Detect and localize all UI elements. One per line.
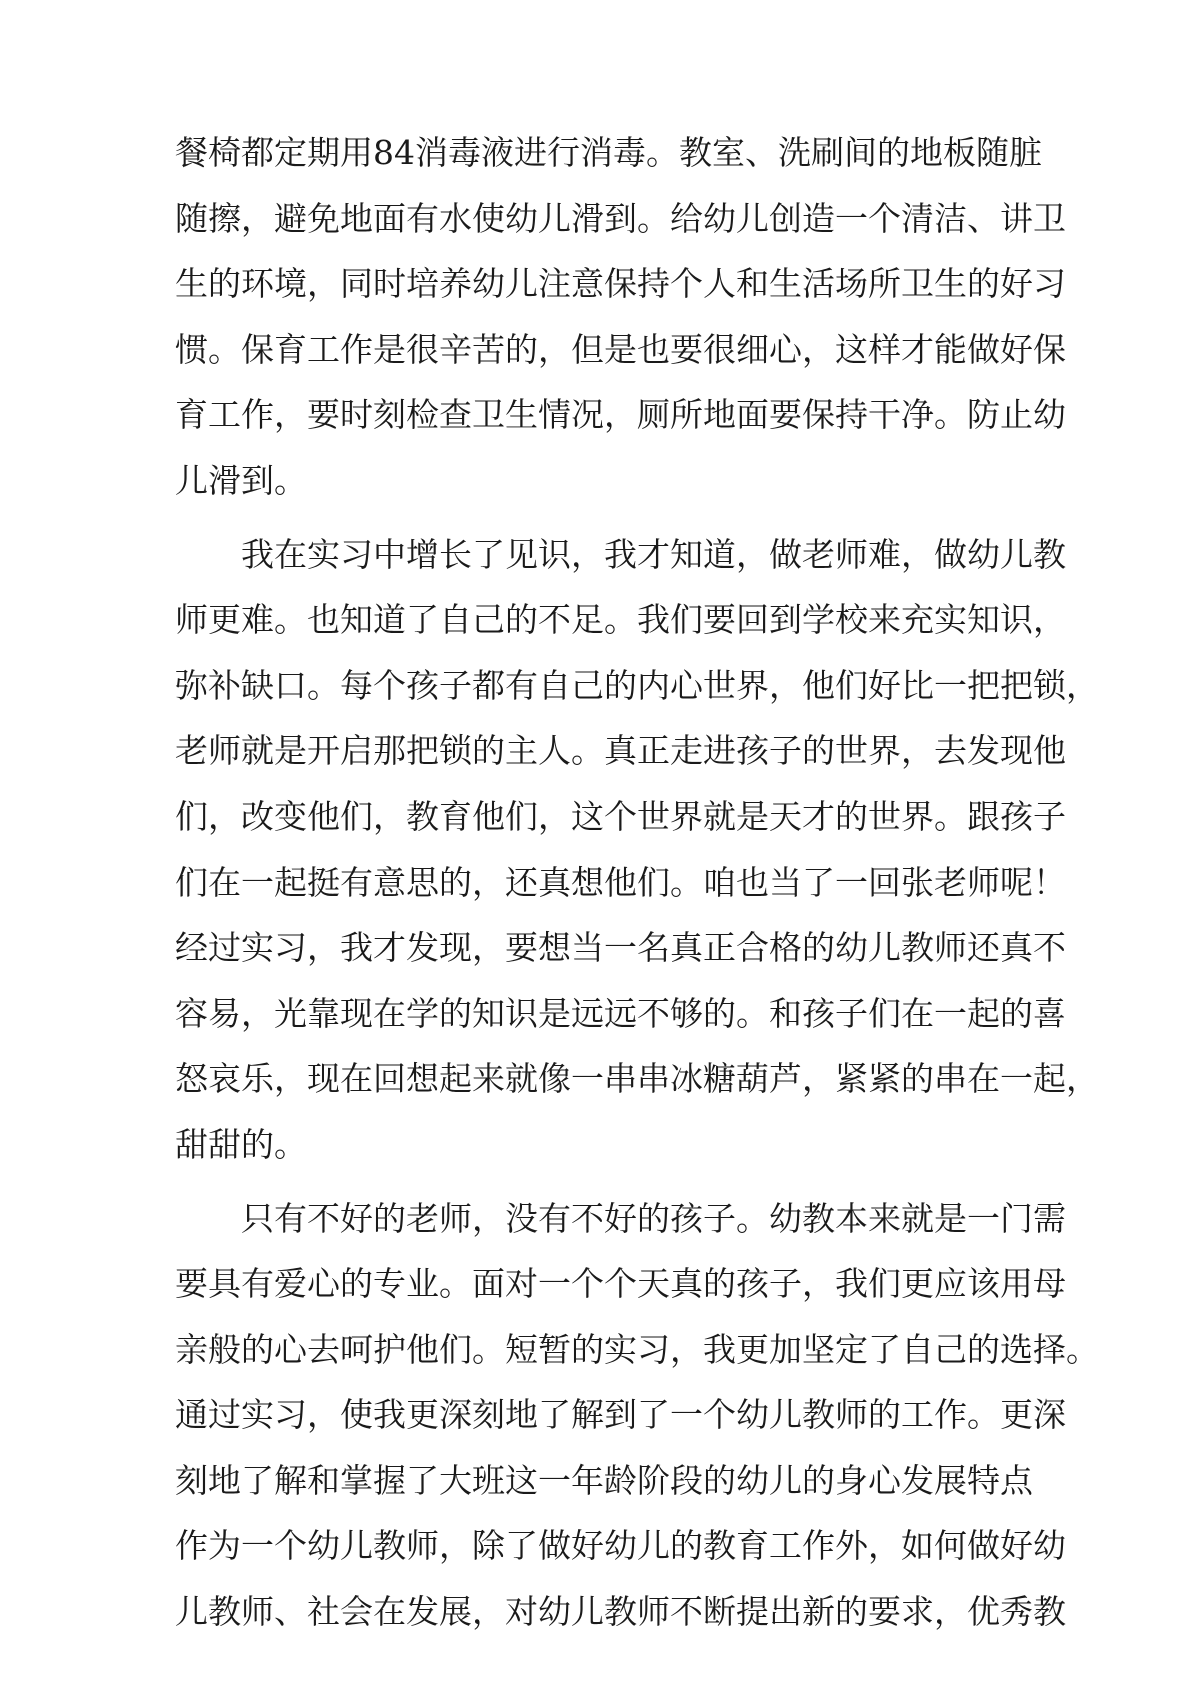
body-text (175, 120, 1099, 1645)
text-line: 刻地了解和掌握了大班这一年龄阶段的幼儿的身心发展特点 (175, 1460, 1033, 1500)
text-line: 育工作，要时刻检查卫生情况，厕所地面要保持干净。防止幼 (175, 395, 1066, 435)
text-line: 我在实习中增长了见识，我才知道，做老师难，做幼儿教 (175, 534, 1066, 574)
text-line: 亲般的心去呵护他们。短暂的实习，我更加坚定了自己的选择。 (175, 1329, 1099, 1369)
text-line: 生的环境，同时培养幼儿注意保持个人和生活场所卫生的好习 (175, 264, 1066, 304)
text-line: 作为一个幼儿教师，除了做好幼儿的教育工作外，如何做好幼 (175, 1526, 1066, 1566)
text-line: 要具有爱心的专业。面对一个个天真的孩子，我们更应该用母 (175, 1264, 1066, 1304)
text-line: 儿教师、社会在发展，对幼儿教师不断提出新的要求，优秀教 (175, 1592, 1066, 1632)
text-line: 弥补缺口。每个孩子都有自己的内心世界，他们好比一把把锁， (175, 665, 1099, 705)
paragraph-gap (175, 514, 1035, 522)
text-line: 师更难。也知道了自己的不足。我们要回到学校来充实知识， (175, 600, 1066, 640)
text-line: 容易，光靠现在学的知识是远远不够的。和孩子们在一起的喜 (175, 993, 1066, 1033)
text-line: 惯。保育工作是很辛苦的，但是也要很细心，这样才能做好保 (175, 329, 1066, 369)
text-line: 只有不好的老师，没有不好的孩子。幼教本来就是一门需 (175, 1198, 1066, 1238)
text-line: 餐椅都定期用84消毒液进行消毒。教室、洗刷间的地板随脏 (175, 133, 1042, 172)
text-line: 儿滑到。 (175, 460, 307, 500)
paragraph-gap (175, 1178, 1035, 1186)
paragraph-1 (175, 120, 1066, 514)
text-line: 经过实习，我才发现，要想当一名真正合格的幼儿教师还真不 (175, 928, 1066, 968)
text-line: 们，改变他们，教育他们，这个世界就是天才的世界。跟孩子 (175, 796, 1066, 836)
text-line: 随擦，避免地面有水使幼儿滑到。给幼儿创造一个清洁、讲卫 (175, 198, 1066, 238)
paragraph-2 (175, 522, 1099, 1178)
text-line: 甜甜的。 (175, 1124, 307, 1164)
paragraph-3 (175, 1186, 1099, 1645)
text-line: 老师就是开启那把锁的主人。真正走进孩子的世界，去发现他 (175, 731, 1066, 771)
text-line: 通过实习，使我更深刻地了解到了一个幼儿教师的工作。更深 (175, 1395, 1066, 1435)
text-line: 们在一起挺有意思的，还真想他们。咱也当了一回张老师呢！ (175, 862, 1066, 902)
text-line: 怒哀乐，现在回想起来就像一串串冰糖葫芦，紧紧的串在一起， (175, 1059, 1099, 1099)
